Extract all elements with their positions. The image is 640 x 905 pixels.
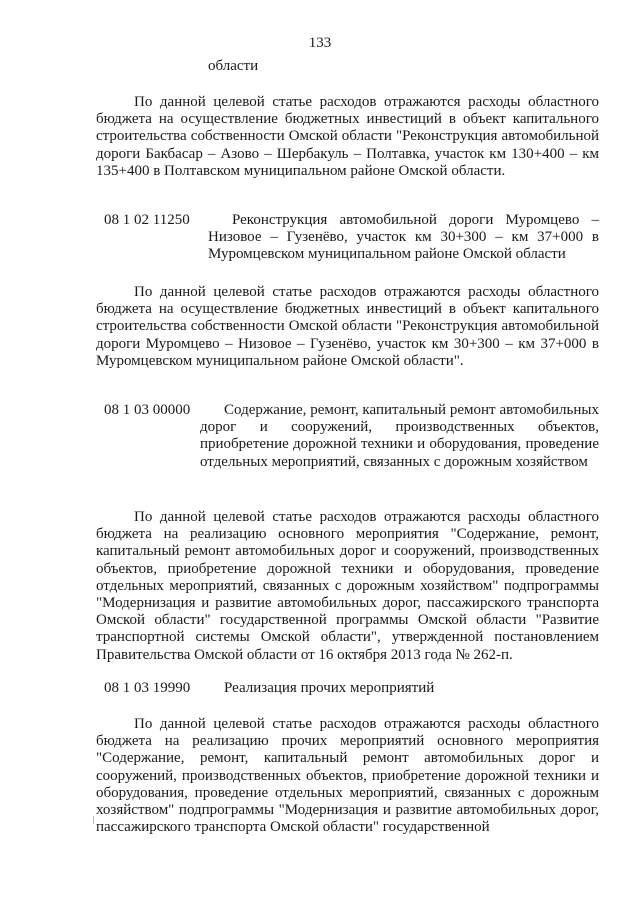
scan-artifact: [93, 816, 94, 824]
paragraph-4: По данной целевой статье расходов отражаются расходы областного бюджета на реализацию прочих мероприятий основного мероприятия "Содержание, ремонт, капитальный ремонт автомобильных дорог и сооружений, производственных объектов, приобретение дорожной техники и оборудования, проведение отдельных мероприятий, связанных с дорожным хозяйством" подпрограммы "Модернизация и развитие автомобильных дорог, пассажирского транспорта Омской области" государственной: [96, 716, 599, 836]
budget-entry-title: Содержание, ремонт, капитальный ремонт автомобильных дорог и сооружений, производственных объектов, приобретение дорожной техники и оборудования, проведение отдельных мероприятий, связанных с дорожным хозяйством: [200, 402, 599, 470]
budget-entry-title: Реализация прочих мероприятий: [224, 680, 435, 696]
budget-code: 08 1 03 00000: [104, 402, 191, 418]
paragraph-1: По данной целевой статье расходов отражаются расходы областного бюджета на осуществление бюджетных инвестиций в объект капитального строительства собственности Омской области "Реконструкция автомобильной дороги Бакбасар – Азово – Шербакуль – Полтавка, участок км 130+400 – км 135+400 в Полтавском муниципальном районе Омской области.: [96, 94, 599, 179]
budget-code: 08 1 03 19990: [104, 680, 191, 696]
paragraph-3: По данной целевой статье расходов отражаются расходы областного бюджета на реализацию основного мероприятия "Содержание, ремонт, капитальный ремонт автомобильных дорог и сооружений, производственных объектов, приобретение дорожной техники и оборудования, проведение отдельных мероприятий, связанных с дорожным хозяйством" подпрограммы "Модернизация и развитие автомобильных дорог, пассажирского транспорта Омской области" государственной программы Омской области "Развитие транспортной системы Омской области", утвержденной постановлением Правительства Омской области от 16 октября 2013 года № 262-п.: [96, 509, 599, 663]
page-number: 133: [308, 35, 332, 51]
budget-entry-title: Реконструкция автомобильной дороги Муромцево – Низовое – Гузенёво, участок км 30+300 – км 37+000 в Муромцевском муниципальном районе Омской области: [208, 212, 599, 263]
budget-code: 08 1 02 11250: [104, 212, 190, 228]
continued-text: области: [208, 58, 259, 74]
paragraph-2: По данной целевой статье расходов отражаются расходы областного бюджета на осуществление бюджетных инвестиций в объект капитального строительства собственности Омской области "Реконструкция автомобильной дороги Муромцево – Низовое – Гузенёво, участок км 30+300 – км 37+000 в Муромцевском муниципальном районе Омской области".: [96, 284, 599, 369]
